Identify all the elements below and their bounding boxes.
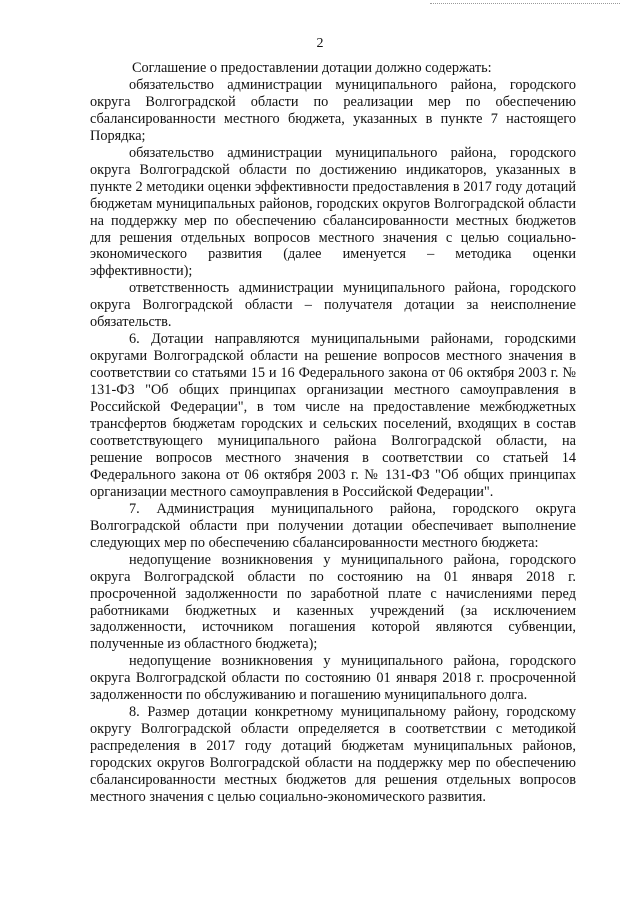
clause-7-paragraph: 7. Администрация муниципального района, городского округа Волгоградской области при получении дотации обеспечивает выполнение следующих мер по обеспечению сбалансированности местного бюджета: — [90, 500, 576, 551]
document-body — [90, 60, 576, 806]
top-edge-rule — [430, 3, 620, 4]
measure-salary-debt-paragraph: недопущение возникновения у муниципального района, городского округа Волгоградской области по состоянию на 01 января 2018 г. просроченной задолженности по заработной плате с начислениями перед работниками бюджетных и казенных учреждений (за исключением задолженности, источником погашения которой являются субвенции, полученные из областного бюджета); — [90, 551, 576, 653]
obligation-indicators-paragraph: обязательство администрации муниципального района, городского округа Волгоградской области по достижению индикаторов, указанных в пункте 2 методики оценки эффективности предоставления в 2017 году дотаций бюджетам муниципальных районов, городских округов Волгоградской области на поддержку мер по обеспечению сбалансированности местных бюджетов для решения отдельных вопросов местного значения с целью социально-экономического развития (далее именуется – методика оценки эффективности); — [90, 144, 576, 280]
clause-8-paragraph: 8. Размер дотации конкретному муниципальному району, городскому округу Волгоградской области определяется в соответствии с методикой распределения в 2017 году дотаций бюджетам муниципальных районов, городских округов Волгоградской области на поддержку мер по обеспечению сбалансированности местных бюджетов для решения отдельных вопросов местного значения с целью социально-экономического развития. — [90, 704, 576, 805]
intro-paragraph: Соглашение о предоставлении дотации должно содержать: — [132, 60, 492, 76]
responsibility-paragraph: ответственность администрации муниципального района, городского округа Волгоградской области – получателя дотации за неисполнение обязательств. — [90, 280, 576, 331]
page-number: 2 — [316, 36, 324, 51]
clause-6-paragraph: 6. Дотации направляются муниципальными районами, городскими округами Волгоградской области на решение вопросов местного значения в соответствии со статьями 15 и 16 Федерального закона от 06 октября 2003 г. № 131-ФЗ "Об общих принципах организации местного самоуправления в Российской Федерации", в том числе на предоставление межбюджетных трансфертов бюджетам городских и сельских поселений, входящих в состав соответствующего муниципального района Волгоградской области, на решение вопросов местного значения в соответствии со статьей 14 Федерального закона от 06 октября 2003 г. № 131-ФЗ "Об общих принципах организации местного самоуправления в Российской Федерации". — [90, 331, 576, 500]
measure-municipal-debt-paragraph: недопущение возникновения у муниципального района, городского округа Волгоградской области по состоянию 01 января 2018 г. просроченной задолженности по обслуживанию и погашению муниципального долга. — [90, 653, 576, 704]
obligation-measures-paragraph: обязательство администрации муниципального района, городского округа Волгоградской области по реализации мер по обеспечению сбалансированности местного бюджета, указанных в пункте 7 настоящего Порядка; — [90, 76, 576, 144]
